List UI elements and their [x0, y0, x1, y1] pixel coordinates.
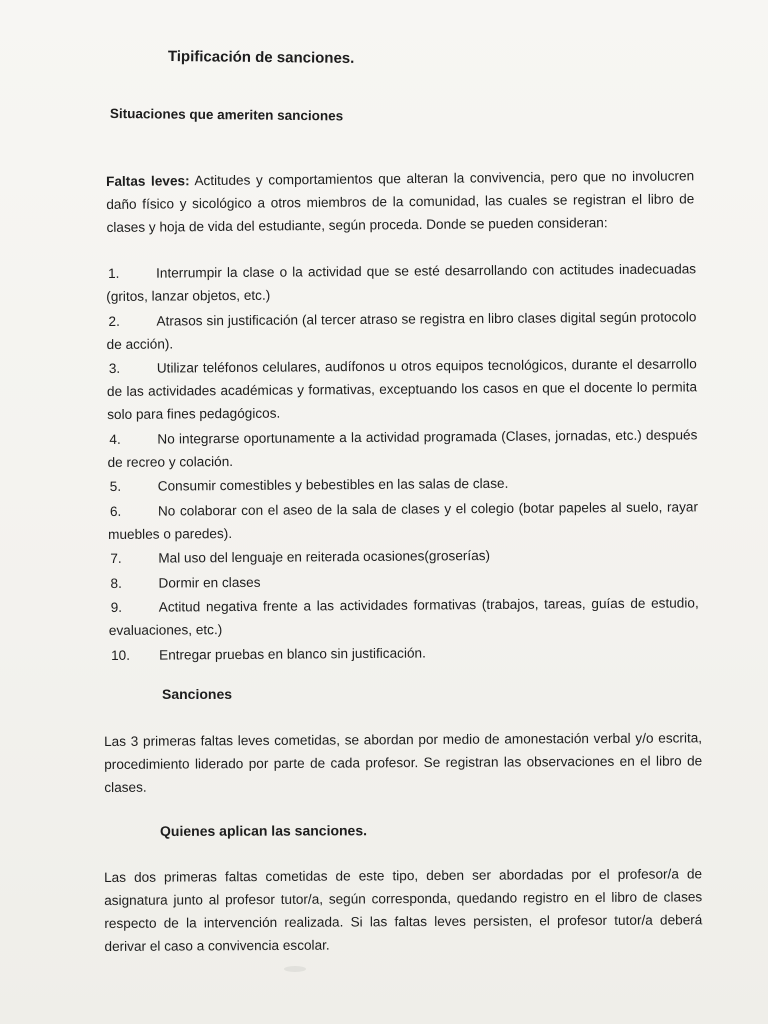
sanciones-paragraph: Las 3 primeras faltas leves cometidas, se abordan por medio de amonestación verbal y/o escrita, procedimiento liderado por parte de cada profesor. Se registran las observaciones en el libro de clases.	[104, 730, 703, 795]
item-number: 4.	[109, 431, 121, 447]
item-number: 9.	[110, 599, 123, 615]
paper-smudge	[284, 966, 306, 972]
intro-label: Faltas leves:	[106, 173, 190, 189]
sanciones-heading: Sanciones	[162, 686, 233, 702]
list-item	[106, 257, 696, 308]
item-text: Actitud negativa frente a las actividades formativas (trabajos, tareas, guías de estudio, evaluaciones, etc.)	[108, 595, 699, 638]
list-item	[106, 305, 696, 356]
item-number: 6.	[109, 503, 122, 519]
item-text: Mal uso del lenguaje en reiterada ocasiones(groserías)	[158, 547, 491, 566]
intro-paragraph	[106, 164, 695, 239]
item-text: Consumir comestibles y bebestibles en las salas de clase.	[157, 475, 509, 494]
item-number: 10.	[111, 647, 131, 663]
item-text: No colaborar con el aseo de la sala de clases y el colegio (botar papeles al suelo, rayar muebles o paredes).	[108, 498, 698, 542]
item-text: Utilizar teléfonos celulares, audífonos u otros equipos tecnológicos, durante el desarrollo de las actividades académicas y formativas, exceptuando los casos en que el docente lo permita solo para fines pedagógicos.	[106, 356, 698, 422]
item-number: 3.	[108, 360, 121, 376]
item-text: No integrarse oportunamente a la actividad programada (Clases, jornadas, etc.) después de recreo y colación.	[107, 426, 698, 470]
item-text: Interrumpir la clase o la actividad que se esté desarrollando con actitudes inadecuadas (gritos, lanzar objetos, etc.)	[106, 261, 697, 304]
list-item	[107, 352, 698, 426]
list-item	[109, 591, 699, 642]
item-text: Dormir en clases	[158, 574, 261, 591]
section-subtitle: Situaciones que ameriten sanciones	[109, 106, 344, 124]
item-number: 1.	[108, 265, 120, 281]
item-number: 8.	[110, 575, 122, 591]
list-item	[109, 639, 699, 667]
list-item	[107, 423, 697, 474]
list-item	[108, 495, 698, 546]
item-number: 2.	[108, 313, 120, 329]
page-title: Tipificación de sanciones.	[167, 48, 355, 67]
quienes-heading: Quienes aplican las sanciones.	[160, 822, 368, 839]
faults-list	[106, 257, 699, 668]
item-number: 7.	[110, 550, 122, 566]
item-text: Atrasos sin justificación (al tercer atraso se registra en libro clases digital según protocolo de acción).	[106, 308, 697, 352]
item-number: 5.	[109, 478, 122, 494]
list-item	[108, 470, 698, 498]
list-item	[108, 567, 698, 595]
intro-text: Actitudes y comportamientos que alteran la convivencia, pero que no involucren daño físico y sicológico a otros miembros de la comunidad, las cuales se registran el libro de clases y hoja de vida del estudiante, según proceda. Donde se pueden consideran:	[106, 168, 695, 235]
quienes-paragraph: Las dos primeras faltas cometidas de este tipo, deben ser abordadas por el profesor/a de asignatura junto al profesor tutor/a, según corresponda, quedando registro en el libro de clases respecto de la intervención realizada. Si las faltas leves persisten, el profesor tutor/a deberá derivar el caso a convivencia escolar.	[104, 866, 703, 954]
item-text: Entregar pruebas en blanco sin justificación.	[159, 645, 426, 663]
list-item	[108, 542, 698, 570]
